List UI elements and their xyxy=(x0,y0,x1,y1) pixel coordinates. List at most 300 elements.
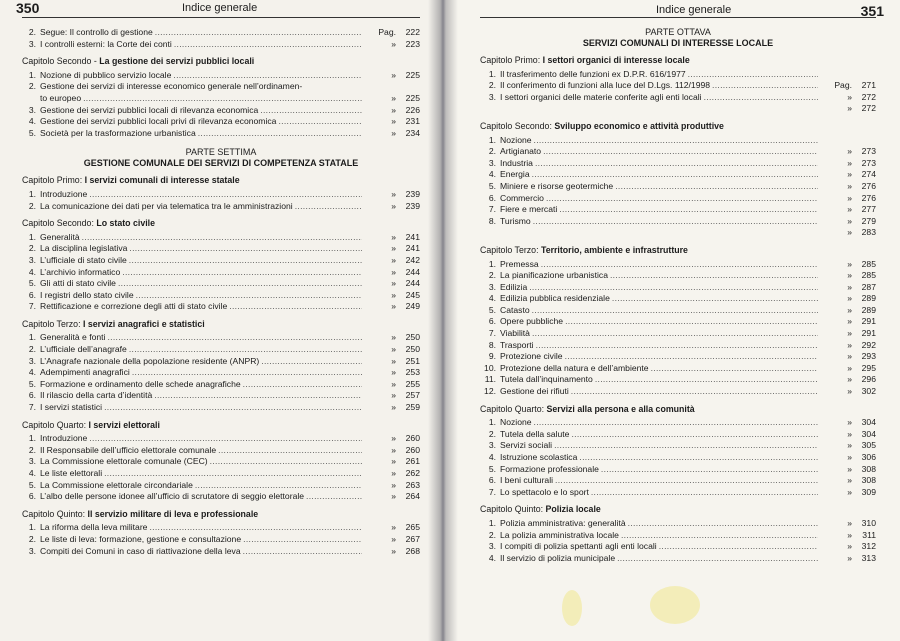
toc-entry xyxy=(22,480,420,492)
dot-leader xyxy=(107,332,362,344)
right-page xyxy=(440,0,900,641)
toc-entry xyxy=(22,93,420,105)
entry-page: 276 xyxy=(861,180,876,191)
entry-page: 302 xyxy=(861,386,876,397)
dot-leader xyxy=(260,105,362,117)
toc-entry xyxy=(480,169,876,181)
entry-list xyxy=(22,522,420,557)
entry-page: 287 xyxy=(861,281,876,292)
dot-leader xyxy=(83,93,362,105)
dot-leader xyxy=(104,402,362,414)
entry-number: 3. xyxy=(28,355,36,366)
entry-page: 255 xyxy=(405,378,420,389)
toc-entry xyxy=(480,530,876,542)
entry-number: 1. xyxy=(28,69,36,80)
toc-entry xyxy=(22,468,420,480)
dot-leader xyxy=(688,69,818,81)
entry-number: 3. xyxy=(28,456,36,467)
entry-title: Formazione e ordinamento delle schede anagrafiche xyxy=(40,378,241,389)
toc-entry xyxy=(480,487,876,499)
page-prefix: » xyxy=(847,157,852,168)
entry-number: 1. xyxy=(488,417,496,428)
entry-number: 6. xyxy=(28,289,36,300)
dot-leader xyxy=(89,433,362,445)
page-prefix: » xyxy=(391,127,396,138)
dot-leader xyxy=(534,135,818,147)
entry-page: 262 xyxy=(405,468,420,478)
entry-number: 1. xyxy=(28,522,36,533)
entry-page: 305 xyxy=(861,440,876,451)
dot-leader xyxy=(218,445,362,457)
entry-page: 226 xyxy=(405,104,420,115)
entry-page: 271 xyxy=(861,80,876,91)
entry-page: 231 xyxy=(405,116,420,127)
entry-number: 4. xyxy=(28,116,36,127)
entry-number: 3. xyxy=(28,254,36,265)
toc-entry xyxy=(480,363,876,375)
dot-leader xyxy=(532,305,818,317)
toc-entry xyxy=(22,232,420,244)
toc-entry xyxy=(22,356,420,368)
entry-page: 310 xyxy=(861,517,876,528)
entry-title: Fiere e mercati xyxy=(500,204,558,215)
entry-number: 10. xyxy=(484,362,496,373)
entry-number: 3. xyxy=(28,38,36,49)
toc-entry xyxy=(22,433,420,445)
page-prefix: Pag. xyxy=(378,27,396,37)
toc-entry xyxy=(22,301,420,313)
dot-leader xyxy=(543,146,818,158)
entry-page: 292 xyxy=(861,339,876,350)
chapter-heading: Capitolo Quarto: I servizi elettorali xyxy=(22,419,160,430)
entry-number: 7. xyxy=(488,204,496,215)
dot-leader xyxy=(229,301,362,313)
entry-number: 6. xyxy=(28,491,36,502)
toc-entry xyxy=(480,340,876,352)
page-prefix: » xyxy=(847,351,852,362)
toc-entry xyxy=(480,146,876,158)
toc-entry xyxy=(22,491,420,503)
chapter-heading: Capitolo Quinto: Polizia locale xyxy=(480,504,601,515)
entry-number: 3. xyxy=(488,440,496,451)
entry-title: Gestione dei rifiuti xyxy=(500,386,569,397)
page-prefix: » xyxy=(391,522,396,533)
entry-number: 6. xyxy=(488,192,496,203)
toc-entry xyxy=(480,386,876,398)
entry-number: 9. xyxy=(488,351,496,362)
toc-entry xyxy=(22,81,420,93)
page-prefix: » xyxy=(847,281,852,292)
entry-number: 2. xyxy=(28,200,36,211)
toc-entry xyxy=(22,278,420,290)
entry-number: 3. xyxy=(488,541,496,552)
toc-entry xyxy=(480,69,876,81)
page-prefix: » xyxy=(391,266,396,277)
entry-page: 273 xyxy=(861,146,876,157)
entry-title: Le liste elettorali xyxy=(40,468,103,478)
entry-number: 1. xyxy=(28,188,36,199)
page-prefix: » xyxy=(847,258,852,269)
toc-entry xyxy=(480,553,876,565)
entry-page: 308 xyxy=(861,475,876,486)
entry-page: 225 xyxy=(405,69,420,80)
toc-entry xyxy=(480,181,876,193)
toc-entry xyxy=(480,429,876,441)
page-prefix: » xyxy=(847,475,852,486)
dot-leader xyxy=(536,340,818,352)
toc-entry xyxy=(480,518,876,530)
entry-number: 3. xyxy=(488,157,496,168)
running-title: Indice generale xyxy=(656,4,732,16)
page-prefix: » xyxy=(847,316,852,327)
entry-title: I servizi statistici xyxy=(40,402,103,413)
toc-entry xyxy=(22,267,420,279)
dot-leader xyxy=(132,367,362,379)
entry-title: L’albo delle persone idonee all’ufficio di scrutatore di seggio elettorale xyxy=(40,491,305,502)
page-prefix: » xyxy=(847,517,852,528)
part-title: SERVIZI COMUNALI DI INTERESSE LOCALE xyxy=(582,38,774,48)
page-prefix: » xyxy=(391,188,396,199)
dot-leader xyxy=(173,70,362,82)
dot-leader xyxy=(533,216,818,228)
entry-number: 1. xyxy=(488,68,496,79)
entry-page: 250 xyxy=(405,332,420,343)
dot-leader xyxy=(174,39,362,51)
page-prefix: » xyxy=(847,386,852,397)
entry-number: 11. xyxy=(484,374,496,385)
page-prefix: » xyxy=(391,243,396,254)
entry-title: Turismo xyxy=(500,215,531,226)
entry-title: Energia xyxy=(500,169,530,180)
entry-page: 276 xyxy=(861,192,876,203)
entry-number: 4. xyxy=(28,367,36,378)
entry-number: 1. xyxy=(488,258,496,269)
page-prefix: » xyxy=(847,169,852,180)
entry-number: 2. xyxy=(28,243,36,254)
entry-page: 241 xyxy=(405,231,420,242)
dot-leader xyxy=(628,518,818,530)
page-prefix: » xyxy=(847,339,852,350)
entry-title: Formazione professionale xyxy=(500,463,599,474)
entry-page: 285 xyxy=(861,270,876,281)
entry-number: 1. xyxy=(28,332,36,343)
entry-title: Polizia amministrativa: generalità xyxy=(500,517,626,528)
toc-entry xyxy=(480,103,876,115)
entry-title: Edilizia pubblica residenziale xyxy=(500,293,610,304)
dot-leader xyxy=(595,374,818,386)
entry-title: Adempimenti anagrafici xyxy=(40,367,130,378)
entry-list xyxy=(22,433,420,503)
entry-page: 241 xyxy=(405,243,420,254)
entry-title: Lo spettacolo e lo sport xyxy=(500,486,589,497)
toc-entry xyxy=(22,332,420,344)
toc-entry xyxy=(22,27,420,39)
dot-leader xyxy=(243,546,362,558)
dot-leader xyxy=(546,193,818,205)
entry-number: 4. xyxy=(488,452,496,462)
page-prefix: » xyxy=(847,552,852,563)
entry-number: 8. xyxy=(488,215,496,226)
entry-page: 283 xyxy=(861,227,876,238)
page-prefix: » xyxy=(847,293,852,304)
entry-title: Miniere e risorse geotermiche xyxy=(500,180,614,191)
page-prefix: » xyxy=(847,270,852,281)
entry-page: 291 xyxy=(861,328,876,339)
dot-leader xyxy=(555,475,818,487)
entry-title: Protezione civile xyxy=(500,351,563,362)
entry-number: 1. xyxy=(28,433,36,444)
entry-page: 259 xyxy=(405,402,420,413)
toc-entry xyxy=(22,445,420,457)
page-prefix: » xyxy=(391,289,396,300)
toc-entry xyxy=(480,440,876,452)
dot-leader xyxy=(554,440,818,452)
toc-entry xyxy=(22,522,420,534)
entry-title: Società per la trasformazione urbanistica xyxy=(40,127,196,138)
entry-number: 6. xyxy=(28,390,36,401)
entry-page: 257 xyxy=(405,390,420,401)
dot-leader xyxy=(621,530,818,542)
entry-page: 293 xyxy=(861,351,876,362)
entry-page: 291 xyxy=(861,316,876,327)
entry-page: 223 xyxy=(405,38,420,49)
entry-number: 7. xyxy=(28,402,36,413)
dot-leader xyxy=(243,379,362,391)
entry-title: Il conferimento di funzioni alla luce del D.Lgs. 112/1998 xyxy=(500,80,711,91)
entry-number: 1. xyxy=(488,134,496,145)
page-prefix: » xyxy=(847,204,852,215)
left-page xyxy=(0,0,440,641)
dot-leader xyxy=(541,259,818,271)
toc-entry xyxy=(22,128,420,140)
entry-title: Gli atti di stato civile xyxy=(40,278,116,289)
page-prefix: » xyxy=(847,103,852,114)
page-prefix: » xyxy=(391,468,396,478)
chapter-heading: Capitolo Secondo - La gestione dei servizi pubblici locali xyxy=(22,56,255,67)
entry-page: 304 xyxy=(861,428,876,439)
entry-title: I beni culturali xyxy=(500,475,554,486)
entry-page: 260 xyxy=(405,444,420,455)
entry-title: La comunicazione dei dati per via telematica tra le amministrazioni xyxy=(40,200,293,211)
page-prefix: » xyxy=(847,227,852,238)
running-header xyxy=(16,0,420,18)
page-prefix: » xyxy=(391,344,396,355)
page-prefix: » xyxy=(391,116,396,127)
dot-leader xyxy=(565,316,818,328)
dot-leader xyxy=(198,128,362,140)
entry-page: 285 xyxy=(861,258,876,269)
entry-page: 289 xyxy=(861,304,876,315)
toc-entry xyxy=(480,270,876,282)
toc-entry xyxy=(480,417,876,429)
entry-number: 6. xyxy=(488,316,496,327)
dot-leader xyxy=(601,464,818,476)
dot-leader xyxy=(712,80,818,92)
entry-number: 4. xyxy=(28,266,36,277)
page-prefix: » xyxy=(391,355,396,366)
toc-entry xyxy=(480,328,876,340)
entry-page: 289 xyxy=(861,293,876,304)
toc-entry xyxy=(480,92,876,104)
toc-entry xyxy=(22,116,420,128)
toc-entry xyxy=(22,70,420,82)
page-prefix: Pag. xyxy=(834,80,852,91)
entry-page: 308 xyxy=(861,463,876,474)
entry-title: Le liste di leva: formazione, gestione e consultazione xyxy=(40,533,242,544)
entry-number: 2. xyxy=(28,444,36,455)
page-prefix: » xyxy=(391,200,396,211)
chapter-heading: Capitolo Quarto: Servizi alla persona e alla comunità xyxy=(480,403,695,414)
toc-entry xyxy=(22,546,420,558)
entry-title: Introduzione xyxy=(40,433,88,444)
dot-leader xyxy=(129,255,362,267)
part-number: PARTE OTTAVA xyxy=(645,27,711,37)
toc-entry xyxy=(480,158,876,170)
page-prefix: » xyxy=(391,38,396,49)
entry-title: Compiti dei Comuni in caso di riattivazione della leva xyxy=(40,545,241,556)
dot-leader xyxy=(617,553,818,565)
page-prefix: » xyxy=(391,332,396,343)
entry-page: 222 xyxy=(405,27,420,37)
page-prefix: » xyxy=(391,533,396,544)
page-prefix: » xyxy=(391,390,396,401)
entry-page: 311 xyxy=(862,529,876,540)
entry-page: 225 xyxy=(405,92,420,103)
entry-page: 244 xyxy=(405,278,420,289)
dot-leader xyxy=(532,328,818,340)
page-prefix: » xyxy=(847,215,852,226)
entry-number: 7. xyxy=(488,486,496,497)
entry-title: I controlli esterni: la Corte dei conti xyxy=(40,38,172,49)
dot-leader xyxy=(129,344,362,356)
dot-leader xyxy=(89,189,362,201)
entry-number: 3. xyxy=(28,104,36,115)
dot-leader xyxy=(591,487,818,499)
entry-title: Gestione dei servizi di interesse economico generale nell’ordinamen- xyxy=(40,81,303,92)
page-prefix: » xyxy=(391,491,396,502)
entry-page: 274 xyxy=(861,169,876,180)
dot-leader xyxy=(529,282,818,294)
entry-title: Introduzione xyxy=(40,188,88,199)
page-prefix: » xyxy=(847,428,852,439)
chapter-heading: Capitolo Terzo: Territorio, ambiente e infrastrutture xyxy=(480,244,688,255)
toc-entry xyxy=(480,204,876,216)
dot-leader xyxy=(579,452,818,464)
chapter-heading: Capitolo Terzo: I servizi anagrafici e statistici xyxy=(22,318,205,329)
page-prefix: » xyxy=(391,301,396,312)
dot-leader xyxy=(82,232,362,244)
entry-page: 267 xyxy=(405,533,420,544)
entry-number: 4. xyxy=(488,552,496,563)
dot-leader xyxy=(295,201,362,213)
entry-title: Il rilascio della carta d’identità xyxy=(40,390,153,401)
entry-title: Nozione xyxy=(500,134,532,145)
entry-number: 3. xyxy=(488,91,496,102)
entry-page: 245 xyxy=(405,289,420,300)
entry-title: Il servizio di polizia municipale xyxy=(500,552,616,563)
entry-title: La pianificazione urbanistica xyxy=(500,270,608,281)
entry-number: 2. xyxy=(28,27,36,37)
entry-title: La riforma della leva militare xyxy=(40,522,148,533)
entry-page: 251 xyxy=(405,355,420,366)
page-prefix: » xyxy=(391,254,396,265)
entry-title: L’ufficiale dell’anagrafe xyxy=(40,344,127,355)
entry-page: 268 xyxy=(405,545,420,556)
entry-title: Viabilità xyxy=(500,328,530,339)
toc-entry xyxy=(22,367,420,379)
page-prefix: » xyxy=(847,304,852,315)
entry-list xyxy=(480,135,876,239)
dot-leader xyxy=(565,351,818,363)
entry-page: 239 xyxy=(405,200,420,211)
entry-number: 2. xyxy=(488,270,496,281)
page-prefix: » xyxy=(391,545,396,556)
entry-title: I settori organici delle materie conferite agli enti locali xyxy=(500,91,702,102)
toc-entry xyxy=(480,351,876,363)
toc-entry xyxy=(480,541,876,553)
entry-page: 272 xyxy=(861,91,876,102)
entry-title-continuation: to europeo xyxy=(40,92,82,103)
entry-list xyxy=(480,518,876,564)
toc-entry xyxy=(22,105,420,117)
entry-page: 234 xyxy=(405,127,420,138)
entry-title: Istruzione scolastica xyxy=(500,452,578,462)
page-prefix: » xyxy=(847,146,852,157)
toc-entry xyxy=(22,255,420,267)
entry-title: Tutela dall’inquinamento xyxy=(500,374,593,385)
running-title: Indice generale xyxy=(182,2,258,14)
dot-leader xyxy=(559,204,818,216)
toc-entry xyxy=(480,216,876,228)
entry-number: 1. xyxy=(28,231,36,242)
entry-number: 4. xyxy=(28,468,36,478)
entry-number: 6. xyxy=(488,475,496,486)
page-number: 350 xyxy=(16,0,40,16)
entry-number: 5. xyxy=(488,180,496,191)
entry-title: Nozione di pubblico servizio locale xyxy=(40,69,172,80)
entry-title: Premessa xyxy=(500,258,539,269)
entry-number: 2. xyxy=(488,146,496,157)
entry-title: I registri dello stato civile xyxy=(40,289,134,300)
dot-leader xyxy=(122,267,362,279)
dot-leader xyxy=(659,541,818,553)
entry-title: Gestione dei servizi pubblici locali privi di rilevanza economica xyxy=(40,116,277,127)
entry-page: 273 xyxy=(861,157,876,168)
entry-list xyxy=(480,69,876,115)
entry-title: Nozione xyxy=(500,417,532,428)
dot-leader xyxy=(571,386,818,398)
entry-title: Il trasferimento delle funzioni ex D.P.R. 616/1977 xyxy=(500,68,686,79)
page-prefix: » xyxy=(391,69,396,80)
entry-list xyxy=(22,27,420,50)
page-prefix: » xyxy=(391,479,396,490)
entry-number: 2. xyxy=(488,529,496,540)
toc-entry xyxy=(480,475,876,487)
entry-number: 2. xyxy=(28,81,36,92)
part-number: PARTE SETTIMA xyxy=(185,147,257,158)
entry-page: 296 xyxy=(861,374,876,385)
page-prefix: » xyxy=(391,378,396,389)
entry-page: 264 xyxy=(405,491,420,502)
entry-title: La Commissione elettorale comunale (CEC) xyxy=(40,456,208,467)
entry-page: 249 xyxy=(405,301,420,312)
entry-title: Artigianato xyxy=(500,146,542,157)
entry-number: 4. xyxy=(488,293,496,304)
dot-leader xyxy=(210,456,362,468)
entry-number: 2. xyxy=(488,428,496,439)
highlighter-stain xyxy=(562,590,582,626)
part-title: GESTIONE COMUNALE DEI SERVIZI DI COMPETENZA STATALE xyxy=(83,158,359,169)
